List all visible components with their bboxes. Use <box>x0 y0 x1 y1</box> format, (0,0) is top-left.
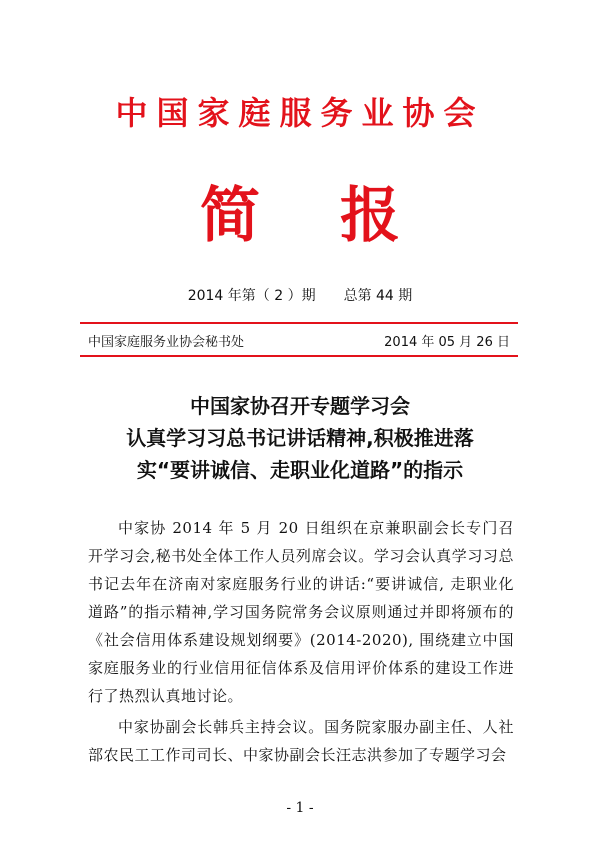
issuer-date-row <box>88 331 510 350</box>
headline-line-1: 中国家协召开专题学习会 <box>190 394 410 418</box>
header-divider-top <box>80 322 518 324</box>
page-number: - 1 - <box>286 800 314 816</box>
report-title-char-2: 报 <box>340 181 400 251</box>
report-title <box>0 168 600 254</box>
headline-line-3: 实“要讲诚信、走职业化道路”的指示 <box>136 458 464 482</box>
report-title-char-1: 简 <box>200 181 260 251</box>
issue-total-number: 总第 44 期 <box>343 288 413 304</box>
issuer-name: 中国家庭服务业协会秘书处 <box>88 335 245 350</box>
article-headline <box>0 390 600 486</box>
article-body <box>88 514 514 772</box>
header-divider-bottom <box>80 355 518 357</box>
body-paragraph-2: 中家协副会长韩兵主持会议。国务院家服办副主任、人社部农民工工作司司长、中家协副会长汪志洪参加了专题学习会 <box>88 718 514 764</box>
issue-line <box>0 285 600 305</box>
issue-date: 2014 年 05 月 26 日 <box>384 335 510 350</box>
body-paragraph-1: 中家协 2014 年 5 月 20 日组织在京兼职副会长专门召开学习会,秘书处全体工作人员列席会议。学习会认真学习习总书记去年在济南对家庭服务行业的讲话:“要讲诚信, 走职业化道路”的指示精神,学习国务院常务会议原则通过并即将颁布的《社会信用体系建设规划纲要》(2014-2020), 围绕建立中国家庭服务业的行业信用征信体系及信用评价体系的建设工作进行了热烈认真地讨论。 <box>88 519 514 705</box>
issue-year-number: 2014 年第（ 2 ）期 <box>187 288 316 304</box>
organization-title: 中国家庭服务业协会 <box>115 94 485 132</box>
headline-line-2: 认真学习习总书记讲话精神,积极推进落 <box>126 426 474 450</box>
